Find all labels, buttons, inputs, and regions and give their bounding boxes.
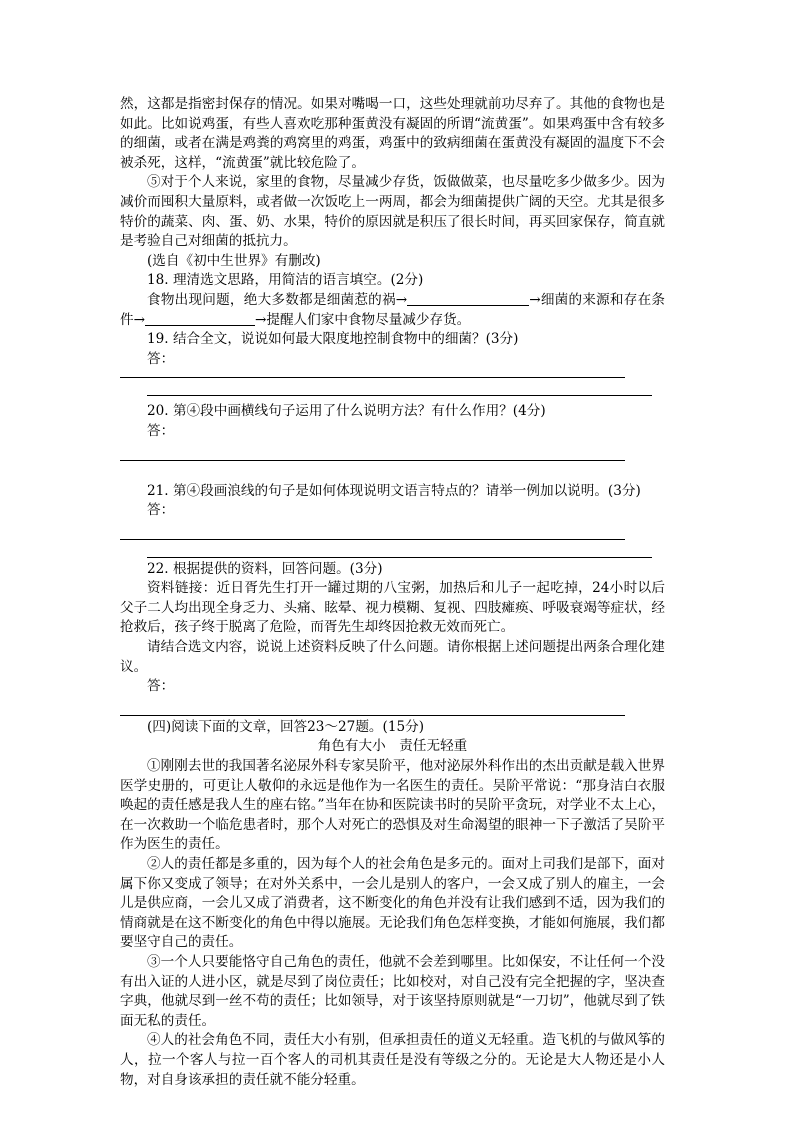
question-20-prompt: 20. 第④段中画横线句子运用了什么说明方法？有什么作用？(4分) xyxy=(147,403,546,420)
page-content xyxy=(120,95,665,1090)
question-18-text-2: →细菌的来源和存在条件→ xyxy=(120,291,665,328)
article-paragraph-4: ④人的社会角色不同，责任大小有别，但承担责任的道义无轻重。造飞机的与做风筝的人，拉一个客人与拉一百个客人的司机其责任是没有等级之分的。无论是大人物还是小人物，对自身该承担的责任就不能分轻重。 xyxy=(120,1032,665,1088)
question-18-fill xyxy=(120,291,665,330)
question-18-text-3: →提醒人们家中食物尽量减少存货。 xyxy=(254,311,471,328)
question-20-answer-label: 答： xyxy=(147,422,175,439)
question-19-answer-label: 答： xyxy=(147,350,175,367)
question-21-prompt: 21. 第④段画浪线的句子是如何体现说明文语言特点的？请举一例加以说明。(3分) xyxy=(147,482,641,499)
article-paragraph-3: ③一个人只要能恪守自己角色的责任，他就不会差到哪里。比如保安，不让任何一个没有出入证的人进小区，就是尽到了岗位责任；比如校对，对自己没有完全把握的字，坚决查字典，他就尽到一丝不苟的责任；比如领导，对于该坚持原则就是“一刀切”，他就尽到了铁面无私的责任。 xyxy=(120,953,665,1029)
article-paragraph-2: ②人的责任都是多重的，因为每个人的社会角色是多元的。面对上司我们是部下，面对属下你又变成了领导；在对外关系中，一会儿是别人的客户，一会又成了别人的雇主，一会儿是供应商，一会儿又成了消费者，这不断变化的角色并没有让我们感到不适，因为我们的情商就是在这不断变化的角色中得以施展。无论我们角色怎样变换，才能如何施展，我们都要坚守自己的责任。 xyxy=(120,856,665,951)
question-22-material: 资料链接：近日胥先生打开一罐过期的八宝粥，加热后和儿子一起吃掉，24小时以后父子二人均出现全身乏力、头痛、眩晕、视力模糊、复视、四肢瘫痪、呼吸衰竭等症状，经抢救后，孩子终于脱离了危险，而胥先生却终因抢救无效而死亡。 xyxy=(120,580,665,636)
passage-paragraph-continued: 然，这都是指密封保存的情况。如果对嘴喝一口，这些处理就前功尽弃了。其他的食物也是如此。比如说鸡蛋，有些人喜欢吃那种蛋黄没有凝固的所谓“流黄蛋”。如果鸡蛋中含有较多的细菌，或者在满是鸡粪的鸡窝里的鸡蛋，鸡蛋中的致病细菌在蛋黄没有凝固的温度下不会被杀死，这样，“流黄蛋”就比较危险了。 xyxy=(120,96,665,171)
question-21-answer-label: 答： xyxy=(147,502,175,519)
question-18-prompt: 18. 理清选文思路，用简洁的语言填空。(2分) xyxy=(147,272,424,289)
question-19-prompt: 19. 结合全文，说说如何最大限度地控制食物中的细菌？(3分) xyxy=(147,331,519,348)
question-18-text-1: 食物出现问题，绝大多数都是细菌惹的祸→ xyxy=(147,291,408,308)
article-paragraph-1: ①刚刚去世的我国著名泌尿外科专家吴阶平，他对泌尿外科作出的杰出贡献是载入世界医学史册的，可更让人敬仰的永远是他作为一名医生的责任。吴阶平常说：“那身洁白衣服唤起的责任感是我人生的座右铭。”当年在协和医院读书时的吴阶平贪玩，对学业不太上心，在一次救助一个临危患者时，那个人对死亡的恐惧及对生命渴望的眼神一下子激活了吴阶平作为医生的责任。 xyxy=(120,758,665,853)
question-22-prompt: 22. 根据提供的资料，回答问题。(3分) xyxy=(147,560,383,577)
question-18-blank-1[interactable] xyxy=(407,291,529,306)
question-18-blank-2[interactable] xyxy=(145,311,255,326)
article-title: 角色有大小 责任无轻重 xyxy=(317,738,468,755)
question-22-answer-label: 答： xyxy=(147,678,175,695)
passage-paragraph-5: ⑤对于个人来说，家里的食物，尽量减少存货，饭做做菜，也尽量吃多少做多少。因为减价而囤积大量原料，或者做一次饭吃上一两周，都会为细菌提供广阔的天空。尤其是很多特价的蔬菜、肉、蛋、奶、水果，特价的原因就是积压了很长时间，再买回家保存，简直就是考验自己对细菌的抵抗力。 xyxy=(120,174,665,250)
question-22-task: 请结合选文内容，说说上述资料反映了什么问题。请你根据上述问题提出两条合理化建议。 xyxy=(120,639,665,675)
section-4-intro: (四)阅读下面的文章，回答23～27题。(15分) xyxy=(147,718,425,735)
passage-source: (选自《初中生世界》有删改) xyxy=(147,252,321,269)
